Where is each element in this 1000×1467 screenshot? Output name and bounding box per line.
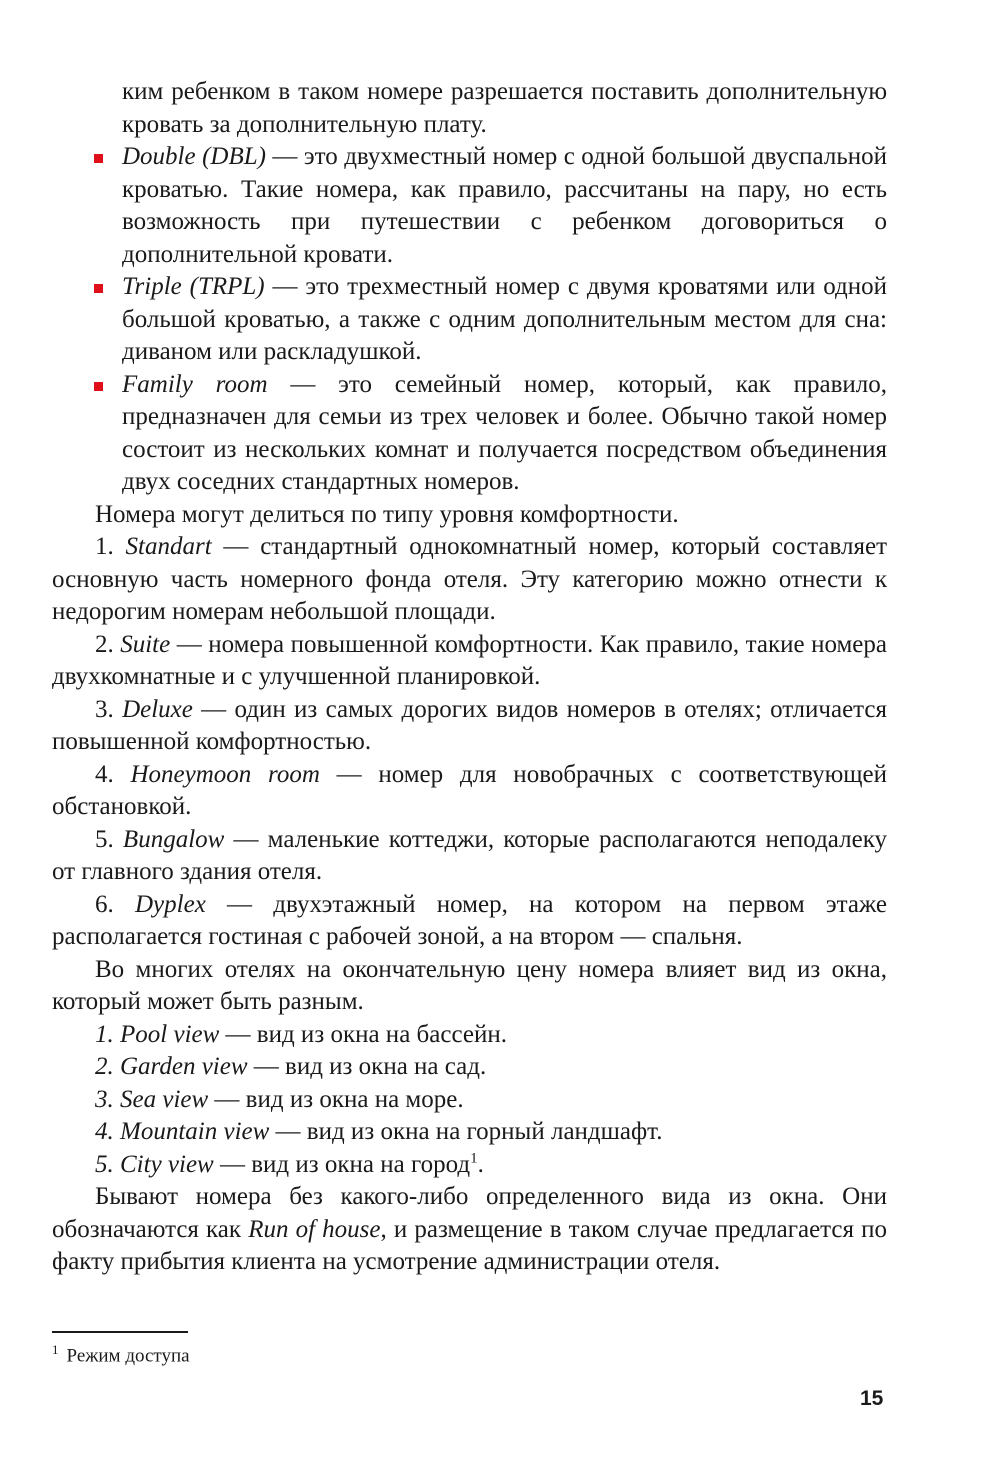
red-square-bullet-icon (94, 284, 103, 293)
red-square-bullet-icon (94, 154, 103, 163)
view-intro: Во многих отелях на окончательную цену номера влияет вид из окна, который может быть разным. (52, 955, 887, 1015)
item-number: 2. (95, 630, 121, 658)
view-term: 4. Mountain view (95, 1118, 270, 1145)
run-of-house-before: Бывают номера без какого-либо определенного вида из окна. Они обозначаются как (52, 1183, 887, 1243)
footnote-mark: 1 (52, 1342, 59, 1357)
page-number: 15 (860, 1387, 884, 1410)
comfort-text: — стандартный однокомнатный номер, который составляет основную часть номерного фонда отеля. Эту категорию можно отнести к недорогим номерам небольшой площади. (52, 533, 887, 625)
comfort-level-item (52, 629, 887, 694)
comfort-term: Suite (120, 630, 171, 658)
room-type-item (52, 141, 887, 271)
view-item (52, 1149, 887, 1182)
comfort-level-item (52, 824, 887, 889)
page-body (52, 76, 887, 1279)
comfort-text: — маленькие коттеджи, которые располагаются неподалеку от главного здания отеля. (52, 825, 887, 885)
comfort-term: Dyplex (135, 890, 206, 918)
view-term: 3. Sea view (95, 1085, 209, 1113)
room-type-item (52, 369, 887, 499)
view-term: 2. Garden view (95, 1053, 248, 1080)
item-number: 6. (95, 890, 135, 918)
view-term: 1. Pool view (95, 1020, 220, 1048)
item-number: 5. (95, 825, 123, 853)
footnote-reference[interactable]: 1 (470, 1150, 478, 1167)
view-term: 5. City view (95, 1150, 214, 1178)
item-number: 3. (95, 695, 123, 723)
run-of-house-after: , и размещение в таком случае предлагается по факту прибытия клиента на усмотрение администрации отеля. (52, 1215, 888, 1275)
room-type-text: — это трехместный номер с двумя кроватями или одной большой кроватью, а также с одним дополнительным местом для сна: диваном или раскладушкой. (122, 273, 887, 365)
comfort-level-item (52, 759, 887, 824)
view-text-end: . (477, 1150, 484, 1178)
view-item (52, 1019, 887, 1052)
footnote-text: Режим доступа (66, 1345, 190, 1367)
footnote (52, 1338, 190, 1368)
room-type-term: Triple (TRPL) (122, 273, 265, 300)
comfort-level-item (52, 694, 887, 759)
comfort-level-item (52, 531, 887, 629)
view-text: — вид из окна на город (213, 1150, 471, 1178)
room-type-term: Double (DBL) (122, 143, 266, 170)
room-type-text: — это семейный номер, который, как правило, предназначен для семьи из трех человек и более. Обычно такой номер состоит из нескольких комнат и получается посредством объединения двух соседних стандартных номеров. (122, 370, 887, 495)
room-type-term: Family room (122, 370, 268, 398)
footnote-divider (52, 1331, 188, 1333)
comfort-term: Deluxe (122, 695, 193, 723)
comfort-text: — один из самых дорогих видов номеров в отелях; отличается повышенной комфортностью. (52, 695, 888, 755)
run-of-house-paragraph (52, 1181, 887, 1279)
room-type-text: — это двухместный номер с одной большой двуспальной кроватью. Такие номера, как правило, рассчитаны на пару, но есть возможность при путешествии с ребенком договориться о дополнительной кровати. (122, 143, 887, 268)
comfort-level-item (52, 889, 887, 954)
view-item (52, 1084, 887, 1117)
comfort-term: Standart (125, 533, 212, 560)
comfort-term: Bungalow (122, 825, 225, 853)
continuation-paragraph (52, 76, 887, 141)
comfort-term: Honeymoon room (130, 760, 320, 788)
comfort-text: — номера повышенной комфортности. Как правило, такие номера двухкомнатные и с улучшенной планировкой. (52, 630, 887, 690)
room-type-item (52, 271, 887, 369)
view-item (52, 1051, 887, 1084)
view-item (52, 1116, 887, 1149)
view-text: — вид из окна на горный ландшафт. (269, 1118, 663, 1145)
comfort-text: — двухэтажный номер, на котором на первом этаже располагается гостиная с рабочей зоной, а на втором — спальня. (52, 890, 888, 950)
comfort-intro: Номера могут делиться по типу уровня комфортности. (95, 500, 679, 528)
run-of-house-term: Run of house (248, 1215, 381, 1243)
comfort-text: — номер для новобрачных с соответствующей обстановкой. (52, 760, 887, 820)
view-text: — вид из окна на море. (208, 1085, 464, 1113)
item-number: 1. (95, 533, 126, 560)
view-text: — вид из окна на бассейн. (219, 1020, 507, 1048)
red-square-bullet-icon (94, 382, 103, 391)
item-number: 4. (95, 760, 131, 788)
view-text: — вид из окна на сад. (247, 1053, 487, 1080)
continuation-text: ким ребенком в таком номере разрешается поставить дополнительную кровать за дополнительную плату. (122, 78, 887, 138)
